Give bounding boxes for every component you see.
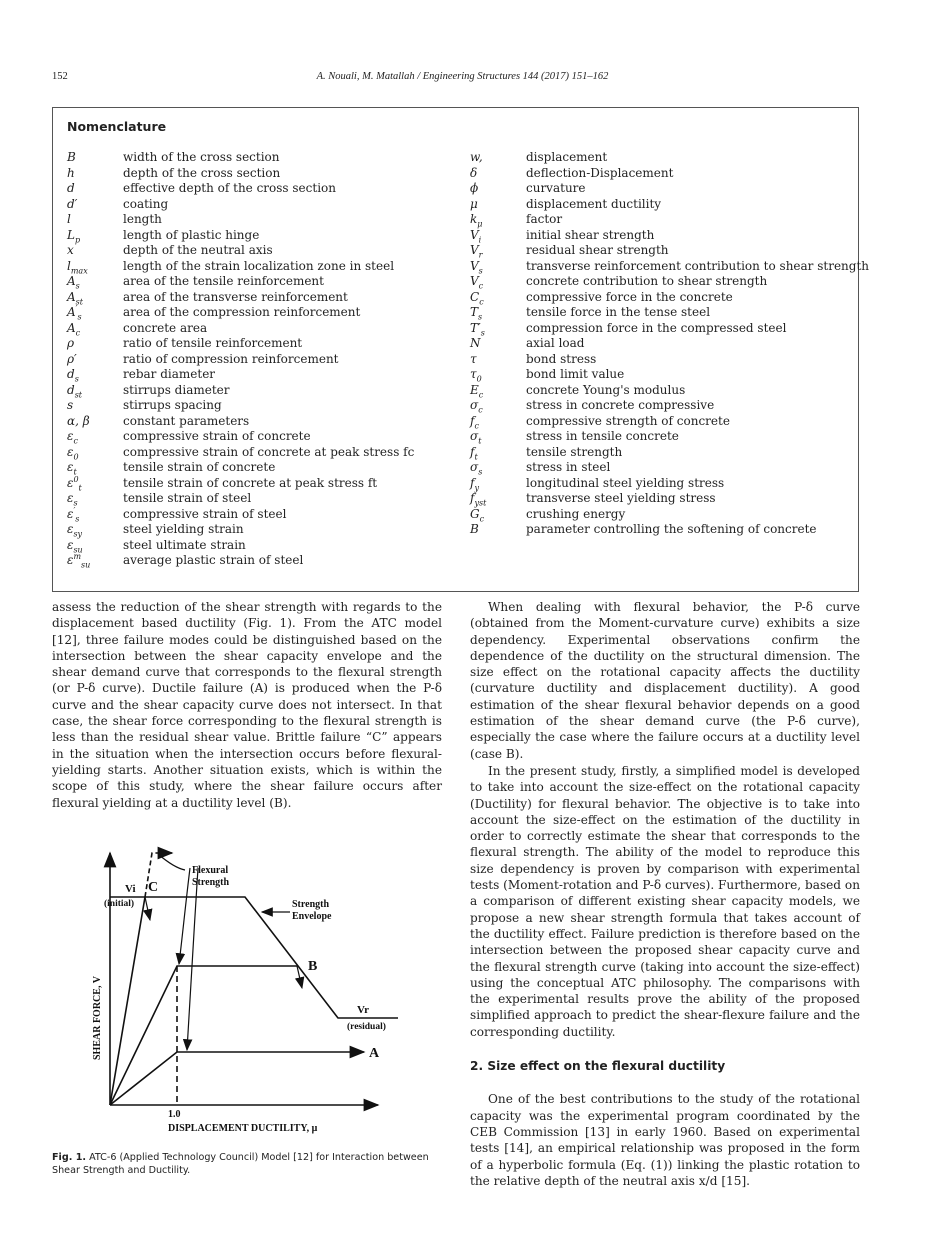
flexural-label: Flexural [192, 865, 229, 876]
symbol: μ [470, 196, 478, 211]
symbol: $f_y$ [470, 475, 479, 492]
definition: effective depth of the cross section [123, 181, 336, 195]
symbol: ρ [67, 336, 75, 350]
definition: area of the compression reinforcement [123, 305, 361, 319]
symbol: $\sigma_s$ [470, 460, 483, 477]
definition: compressive strain of steel [123, 506, 287, 521]
left-column [52, 599, 442, 811]
envelope-label-1: Strength [292, 899, 330, 910]
symbol: $\varepsilon_{su}$ [67, 537, 83, 554]
definition: compression force in the compressed steel [526, 320, 787, 335]
definition: tensile strength [526, 444, 623, 459]
y-axis-label: SHEAR FORCE, V [92, 976, 103, 1060]
definition: average plastic strain of steel [123, 553, 304, 567]
definition: stirrups diameter [123, 382, 230, 397]
definition: concrete area [123, 320, 208, 335]
flexural-curve-b [110, 966, 297, 1105]
a-label: A [369, 1046, 380, 1061]
nomenclature-title: Nomenclature [67, 119, 167, 134]
initial-label: (initial) [104, 899, 135, 909]
definition: rebar diameter [123, 367, 216, 381]
definition: longitudinal steel yielding stress [526, 475, 725, 490]
definition: transverse steel yielding stress [526, 491, 716, 505]
symbol: $A_{st}$ [67, 289, 83, 306]
x-tick-label: 1.0 [168, 1109, 181, 1120]
symbol: $l_{max}$ [67, 258, 88, 275]
nomenclature-box [52, 107, 870, 592]
definition: stress in concrete compressive [526, 398, 715, 412]
symbol: $A'_s$ [67, 304, 82, 322]
symbol: $V_r$ [470, 243, 483, 260]
definition: stress in tensile concrete [526, 429, 679, 443]
definition: depth of the cross section [123, 165, 281, 180]
symbol: $k_\mu$ [470, 212, 483, 229]
symbol: d [67, 181, 75, 195]
symbol: τ [470, 351, 477, 366]
definition: stress in steel [526, 460, 611, 474]
definition: concrete Young's modulus [526, 382, 686, 397]
envelope-label-2: Envelope [292, 911, 332, 922]
symbol: w, [470, 150, 483, 164]
symbol: $V_c$ [470, 274, 484, 291]
symbol: $d_s$ [67, 367, 79, 384]
caption-text: ATC-6 (Applied Technology Council) Model [12] for Interaction between Shear Strength and Ductility. [52, 1152, 429, 1176]
definition: concrete contribution to shear strength [526, 274, 768, 288]
symbol: $E_c$ [470, 382, 484, 399]
symbol: N [470, 336, 481, 350]
symbol: $f_t$ [470, 444, 478, 461]
symbol: d′ [67, 196, 78, 211]
definition: axial load [526, 336, 585, 350]
symbol: $A_s$ [67, 274, 80, 291]
definition: steel yielding strain [123, 522, 244, 536]
running-header: A. Nouali, M. Matallah / Engineering Structures 144 (2017) 151–162 [316, 71, 609, 82]
symbol: $\sigma_t$ [470, 429, 482, 446]
definition: tensile strain of concrete at peak stress ft [123, 475, 378, 490]
symbol: $d_{st}$ [67, 382, 83, 399]
paragraph: One of the best contributions to the study of the rotational capacity was the experimental program coordinated by the CEB Commission [13] in early 1960. Based on experimental tests [14], an empirical relationship was proposed in the form of a hyperbolic formula (Eq. (1)) linking the plastic rotation to the relative depth of the neutral axis x/d [15]. [470, 1092, 860, 1188]
flexural-curve-a [110, 1052, 364, 1105]
symbol: $L_p$ [67, 227, 81, 244]
definition: transverse reinforcement contribution to shear strength [526, 258, 870, 273]
definition: curvature [526, 181, 586, 195]
page-number: 152 [52, 71, 68, 82]
symbol: α, β [67, 413, 90, 428]
definition: length of plastic hinge [123, 227, 260, 242]
symbol: h [67, 165, 75, 180]
definition: stirrups spacing [123, 398, 222, 412]
definition: compressive strain of concrete [123, 429, 311, 443]
figure-atc-model [85, 840, 425, 1140]
symbol: $\varepsilon_t$ [67, 460, 77, 477]
symbol: B [470, 522, 479, 536]
definition: area of the transverse reinforcement [123, 289, 348, 304]
definition: deflection-Displacement [526, 165, 674, 180]
definition: crushing energy [526, 506, 626, 521]
definition: width of the cross section [123, 150, 280, 164]
definition: length of the strain localization zone in steel [123, 258, 395, 273]
symbol: $\varepsilon'_s$ [67, 505, 80, 523]
symbol: $T'_s$ [470, 320, 485, 337]
right-column [470, 599, 860, 1189]
symbol: B [67, 150, 76, 164]
vi-label: Vi [125, 883, 136, 895]
caption-label: Fig. 1. [52, 1152, 87, 1163]
definition: initial shear strength [526, 227, 655, 242]
figure-caption [52, 1151, 442, 1177]
x-axis-label: DISPLACEMENT DUCTILITY, μ [168, 1123, 318, 1134]
paragraph: In the present study, firstly, a simplified model is developed to take into account the size-effect on the rotational capacity (Ductility) for flexural behavior. The objective is to take into account the size-effect on the estimation of the ductility in order to correctly estimate the shear that corresponds to the flexural strength. The ability of the model to reproduce this size dependency is proven by comparison with experimental tests (Moment-rotation and P-δ curves). Furthermore, based on a comparison of different existing shear capacity models, we propose a new shear strength formula that takes account of the ductility effect. Failure prediction is therefore based on the intersection between the proposed shear capacity curve and the flexural strength curve (taking into account the size-effect) using the conceptual ATC philosophy. The comparisons with the experimental results prove the ability of the proposed simplified approach to predict the shear-flexure failure and the corresponding ductility. [470, 763, 860, 1039]
definition: displacement [526, 150, 608, 164]
definition: ratio of tensile reinforcement [123, 336, 303, 350]
strength-envelope [110, 897, 398, 1018]
paragraph: When dealing with flexural behavior, the P-δ curve (obtained from the Moment-curvature curve) exhibits a size dependency. Experimental observations confirm the dependence of the ductility on the structural dimension. The size effect on the rotational capacity affects the ductility (curvature ductility and displacement ductility). A good estimation of the shear flexural behavior depends on a good estimation of the shear demand curve (the P-δ curve), especially the case where the failure occurs at a ductility level (case B). [470, 600, 860, 761]
symbol: $\varepsilon_s$ [67, 491, 78, 508]
symbol: $\varepsilon^0_t$ [67, 474, 82, 492]
section-heading: 2. Size effect on the flexural ductility [470, 1059, 726, 1074]
symbol: ϕ [470, 181, 479, 195]
definition: factor [526, 212, 563, 226]
definition: compressive force in the concrete [526, 289, 733, 304]
symbol: $V_s$ [470, 258, 483, 275]
symbol: $\varepsilon_c$ [67, 429, 78, 446]
symbol: $V_i$ [470, 227, 482, 244]
definition: tensile strain of concrete [123, 460, 276, 474]
definition: depth of the neutral axis [123, 243, 273, 257]
c-label: C [148, 880, 159, 895]
definition: tensile strain of steel [123, 491, 252, 505]
symbol: δ [470, 165, 478, 180]
b-label: B [308, 959, 318, 974]
symbol: $T_s$ [470, 305, 483, 322]
definition: bond stress [526, 351, 597, 366]
symbol: ρ′ [67, 351, 77, 366]
definition: parameter controlling the softening of concrete [526, 522, 817, 536]
symbol: $G_c$ [470, 506, 485, 523]
definition: bond limit value [526, 367, 625, 381]
strength-label: Strength [192, 877, 230, 888]
symbol: $\varepsilon_0$ [67, 444, 79, 461]
flexural-curve-c [110, 897, 145, 1105]
symbol: $\varepsilon^m_{su}$ [67, 552, 91, 570]
symbol: $A_c$ [67, 320, 81, 337]
definition: coating [123, 196, 169, 211]
paragraph: assess the reduction of the shear strength with regards to the displacement based ductility (Fig. 1). From the ATC model [12], three failure modes could be distinguished based on the intersection between the shear capacity envelope and the shear demand curve that corresponds to the flexural strength (or P-δ curve). Ductile failure (A) is produced when the P-δ curve and the shear capacity curve does not intersect. In that case, the shear force corresponding to the flexural strength is less than the residual shear value. Brittle failure “C” appears in the situation when the intersection occurs before flexural-yielding starts. Another situation exists, which is within the scope of this study, where the shear failure occurs after flexural yielding at a ductility level (B). [52, 600, 442, 810]
vr-label: Vr [357, 1004, 370, 1016]
residual-label: (residual) [347, 1022, 386, 1032]
definition: residual shear strength [526, 243, 669, 257]
definition: compressive strain of concrete at peak stress fc [123, 444, 415, 459]
definition: tensile force in the tense steel [526, 305, 711, 319]
symbol: $C_c$ [470, 289, 484, 306]
symbol: s [67, 398, 74, 412]
definition: compressive strength of concrete [526, 413, 730, 428]
symbol: $\sigma_c$ [470, 398, 483, 415]
definition: steel ultimate strain [123, 537, 246, 552]
definition: ratio of compression reinforcement [123, 351, 339, 366]
symbol: x [67, 243, 74, 257]
definition: length [123, 212, 162, 226]
definition: constant parameters [123, 413, 250, 428]
symbol: l [67, 212, 71, 226]
definition: area of the tensile reinforcement [123, 274, 324, 288]
symbol: $f_c$ [470, 413, 479, 430]
definition: displacement ductility [526, 196, 662, 211]
symbol: $\tau_0$ [470, 367, 482, 384]
symbol: $\varepsilon_{sy}$ [67, 522, 83, 539]
symbol: $f_{yst}$ [470, 491, 487, 508]
